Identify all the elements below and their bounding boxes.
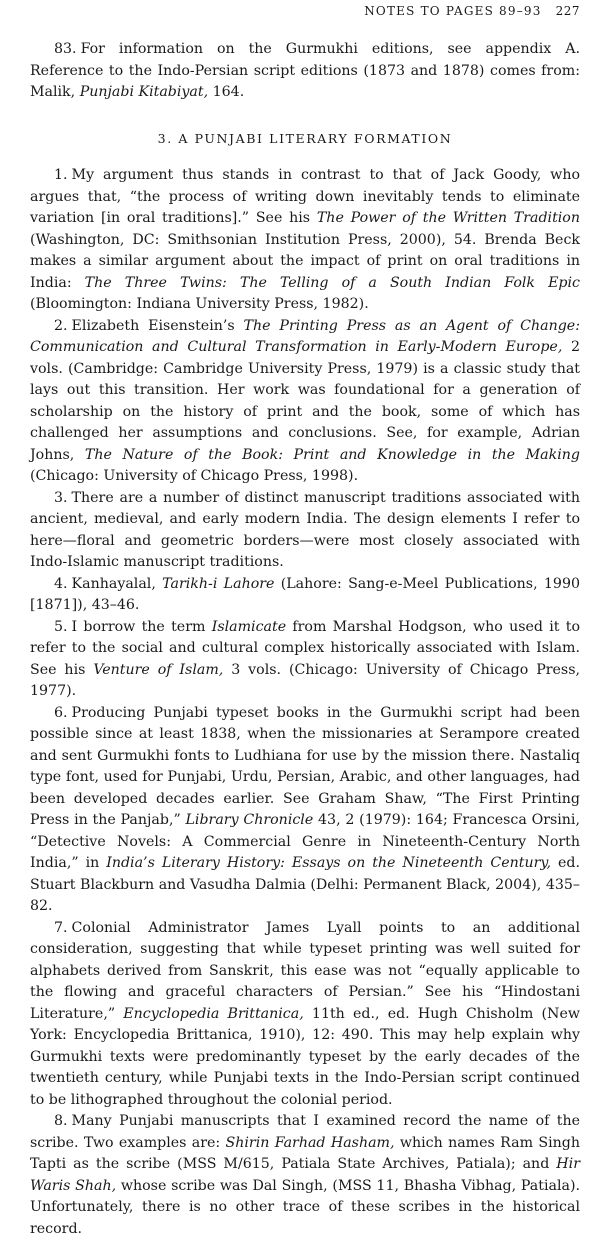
italic-title: Library Chronicle xyxy=(185,812,314,828)
footnote-number: 7. xyxy=(54,919,68,936)
notes-chapter-2-tail xyxy=(30,39,580,104)
italic-title: The Power of the Written Tradition xyxy=(316,210,580,226)
italic-title: Tarikh-i Lahore xyxy=(162,575,275,592)
notes-content xyxy=(30,39,580,1240)
footnote: 1. My argument thus stands in contrast to that of Jack Goody, who argues that, “the process of writing down inevitably tends to eliminate variation [in oral traditions].” See his The Power of the Written Tradition (Washington, DC: Smithsonian Institution Press, 2000), 54. Brenda Beck makes a similar argument about the impact of print on oral traditions in India: The Three Twins: The Telling of a South Indian Folk Epic (Bloomington: Indiana University Press, 1982). xyxy=(30,167,580,312)
italic-title: The Nature of the Book: Print and Knowledge in the Making xyxy=(84,446,580,463)
italic-title: Venture of Islam, xyxy=(93,661,224,678)
footnote-number: 4. xyxy=(54,575,68,592)
footnote: 5. I borrow the term Islamicate from Marshal Hodgson, who used it to refer to the social and cultural complex historically associated with Islam. See his Venture of Islam, 3 vols. (Chicago: University of Chicago Press, 1977). xyxy=(30,618,580,699)
footnote: 3. There are a number of distinct manuscript traditions associated with ancient, medieval, and early modern India. The design elements I refer to here—floral and geometric borders—were most closely associated with Indo-Islamic manuscript traditions. xyxy=(30,489,580,570)
footnote-number: 8. xyxy=(54,1113,68,1129)
footnote: 8. Many Punjabi manuscripts that I examined record the name of the scribe. Two examples are: Shirin Farhad Hasham, which names Ram Singh Tapti as the scribe (MSS M/615, Patiala State Archives, Patiala); and Hir Waris Shah, whose scribe was Dal Singh, (MSS 11, Bhasha Vibhag, Patiala). Unfortunately, there is no other trace of these scribes in the historical record. xyxy=(30,1113,580,1237)
italic-title: India’s Literary History: Essays on the Nineteenth Century, xyxy=(106,855,552,871)
footnote-number: 2. xyxy=(54,317,68,334)
footnote: 2. Elizabeth Eisenstein’s The Printing Press as an Agent of Change: Communication and Cultural Transformation in Early-Modern Europe, 2 vols. (Cambridge: Cambridge University Press, 1979) is a classic study that lays out this transition. Her work was foundational for a generation of scholarship on the history of print and the book, some of which has challenged her assumptions and conclusions. See, for example, Adrian Johns, The Nature of the Book: Print and Knowledge in the Making (Chicago: University of Chicago Press, 1998). xyxy=(30,317,580,484)
footnote-number: 3. xyxy=(54,489,68,506)
footnote-number: 5. xyxy=(54,618,68,635)
footnote-number: 83. xyxy=(54,41,77,57)
running-head xyxy=(364,4,580,18)
italic-title: Punjabi Kitabiyat, xyxy=(79,84,209,100)
italic-title: Islamicate xyxy=(211,618,287,635)
notes-chapter-3 xyxy=(30,165,580,1240)
italic-title: Shirin Farhad Hasham, xyxy=(225,1134,395,1151)
italic-title: Encyclopedia Brittanica, xyxy=(123,1005,304,1022)
footnote: 83. For information on the Gurmukhi editions, see appendix A. Reference to the Indo-Persian script editions (1873 and 1878) comes from: Malik, Punjabi Kitabiyat, 164. xyxy=(30,41,580,100)
italic-title: The Three Twins: The Telling of a South Indian Folk Epic xyxy=(84,274,580,291)
footnote: 6. Producing Punjabi typeset books in the Gurmukhi script had been possible since at least 1838, when the missionaries at Serampore created and sent Gurmukhi fonts to Ludhiana for use by the mission there. Nastaliq type font, used for Punjabi, Urdu, Persian, Arabic, and other languages, had been developed decades earlier. See Graham Shaw, “The First Printing Press in the Panjab,” Library Chronicle 43, 2 (1979): 164; Francesca Orsini, “Detective Novels: A Commercial Genre in Nineteenth-Century North India,” in India’s Literary History: Essays on the Nineteenth Century, ed. Stuart Blackburn and Vasudha Dalmia (Delhi: Permanent Black, 2004), 435–82. xyxy=(30,704,581,914)
italic-title: The Printing Press as an Agent of Change: Communication and Cultural Transformation in Early-Modern Europe, xyxy=(30,317,580,355)
running-head-title: NOTES TO PAGES 89–93 xyxy=(364,4,542,18)
page-number: 227 xyxy=(555,4,580,18)
footnote: 4. Kanhayalal, Tarikh-i Lahore (Lahore: Sang-e-Meel Publications, 1990 [1871]), 43–46. xyxy=(30,575,580,613)
italic-title: Hir Waris Shah, xyxy=(30,1156,580,1194)
section-heading: 3. A PUNJABI LITERARY FORMATION xyxy=(157,130,453,146)
footnote-number: 1. xyxy=(54,167,68,183)
footnote-number: 6. xyxy=(54,704,68,721)
footnote: 7. Colonial Administrator James Lyall points to an additional consideration, suggesting that while typeset printing was well suited for alphabets derived from Sanskrit, this ease was not “equally applicable to the flowing and graceful characters of Persian.” See his “Hindostani Literature,” Encyclopedia Brittanica, 11th ed., ed. Hugh Chisholm (New York: Encyclopedia Brittanica, 1910), 12: 490. This may help explain why Gurmukhi texts were predominantly typeset by the early decades of the twentieth century, while Punjabi texts in the Indo-Persian script continued to be lithographed throughout the colonial period. xyxy=(30,919,580,1108)
